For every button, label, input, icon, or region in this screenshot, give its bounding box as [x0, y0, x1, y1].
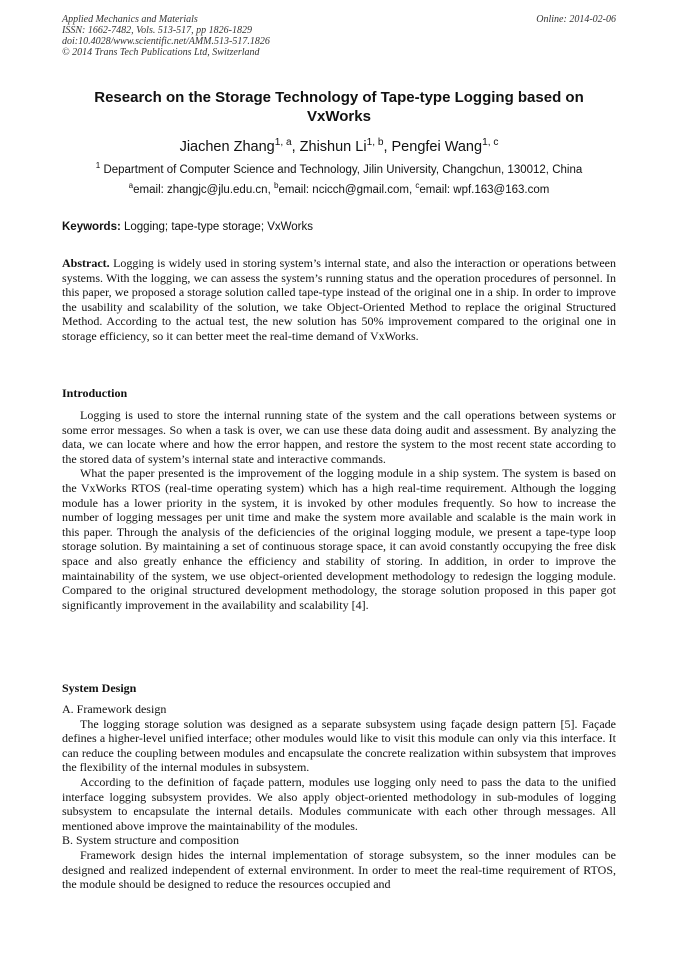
email-sup: c	[415, 181, 420, 191]
introduction-body	[62, 408, 616, 612]
email-sup: b	[273, 181, 279, 191]
subsection-a-heading: A. Framework design	[62, 702, 167, 716]
system-design-body	[62, 702, 616, 892]
paper-title: Research on the Storage Technology of Tape-type Logging based on VxWorks	[94, 89, 584, 125]
author-name: Zhishun Li	[299, 139, 367, 155]
abstract	[62, 256, 616, 344]
author-list: Jiachen Zhang$^{1, a}$, Zhishun Li$^{1, b}$, Pengfei Wang$^{1, c}$	[179, 137, 499, 155]
author-sup: 1, b	[366, 137, 384, 149]
email-text: email: ncicch@gmail.com	[278, 184, 409, 196]
author-sup: 1, c	[482, 137, 499, 149]
affiliation-sup: 1	[95, 161, 101, 171]
issn-line: ISSN: 1662-7482, Vols. 513-517, pp 1826-1829	[62, 25, 252, 36]
paragraph: According to the definition of façade pattern, modules use logging only need to pass the data to the unified interface logging subsystem provides. We also apply object-oriented methodology in sub-modules of logging subsystem to encapsulate the internal details. Modules communicate with each other through messages. All mentioned above improve the maintainability of the modules.	[62, 774, 616, 833]
email-text: email: wpf.163@163.com	[419, 184, 550, 196]
keywords-label: Keywords:	[62, 221, 121, 233]
author-name: Jiachen Zhang	[179, 139, 275, 155]
abstract-text: Logging is widely used in storing system’s internal state, and also the interaction or operations between systems. With the logging, we can assess the system’s running status and the operation procedures of personnel. In this paper, we proposed a storage solution called tape-type instead of the original one in a ship. In order to improve the usability and scalability of the solution, we take Object-Oriented Method to replace the original Structured Method. According to the actual test, the new solution has 50% improvement compared to the original one in storage efficiency, so it can better meet the real-time demand of VxWorks.	[62, 256, 617, 343]
author-name: Pengfei Wang	[391, 139, 483, 155]
subsection-b-heading: B. System structure and composition	[62, 833, 239, 848]
doi-line: doi:10.4028/www.scientific.net/AMM.513-517.1826	[62, 36, 270, 47]
paragraph: What the paper presented is the improvement of the logging module in a ship system. The system is based on the VxWorks RTOS (real-time operating system) which has a high real-time requirement. Although the logging module has a lower priority in the system, it is invoked by other modules frequently. So how to increase the number of logging messages per unit time and make the system more available and scalable is the main work in this paper. Through the analysis of the deficiencies of the original logging module, we present a tape-type loop storage solution. By maintaining a set of continuous storage space, it can avoid constantly occupying the free disk space and also greatly enhance the efficiency and stability of storing. In addition, in order to improve the maintainability of the system, we use object-oriented development methodology to redesign the logging module. Compared to the original structured development methodology, the storage solution proposed in this paper got significantly improvement in the availability and scalability [4].	[62, 466, 616, 612]
email-list: $^a$email: zhangjc@jlu.edu.cn, $^b$email: ncicch@gmail.com, $^c$email: wpf.163@163.com	[128, 181, 550, 196]
paragraph: Logging is used to store the internal running state of the system and the call operations between systems or some error messages. So when a task is over, we can use these data doing audit and assessment. By analyzing the data, we can locate where and how the error happen, and restore the system to the most recent state according to the stored data of system’s internal state and interactive commands.	[62, 408, 616, 466]
paragraph: The logging storage solution was designed as a separate subsystem using façade design pattern [5]. Façade defines a higher-level unified interface; other modules would like to visit this module can only via this interface. It can reduce the coupling between modules and encapsulate the concrete realization within subsystem that improves the flexibility of the internal modules in subsystem.	[62, 716, 616, 775]
keywords	[62, 220, 616, 235]
keywords-text: Logging; tape-type storage; VxWorks	[124, 221, 314, 233]
journal-name: Applied Mechanics and Materials	[62, 14, 198, 25]
author-sup: 1, a	[274, 137, 292, 149]
system-design-heading: System Design	[62, 681, 137, 695]
paragraph: Framework design hides the internal implementation of storage subsystem, so the inner modules can be designed and realized independent of external environment. In order to meet the real-time requirement of RTOS, the module should be designed to reduce the resources occupied and	[62, 847, 616, 892]
journal-header	[62, 14, 616, 58]
online-date: Online: 2014-02-06	[536, 14, 616, 25]
abstract-label: Abstract.	[62, 256, 110, 270]
email-sup: a	[128, 181, 134, 191]
email-text: email: zhangjc@jlu.edu.cn	[133, 184, 268, 196]
copyright-line: © 2014 Trans Tech Publications Ltd, Switzerland	[62, 47, 260, 58]
affiliation	[62, 163, 616, 178]
introduction-heading: Introduction	[62, 386, 128, 400]
affiliation-text: Department of Computer Science and Technology, Jilin University, Changchun, 130012, China	[103, 164, 583, 176]
